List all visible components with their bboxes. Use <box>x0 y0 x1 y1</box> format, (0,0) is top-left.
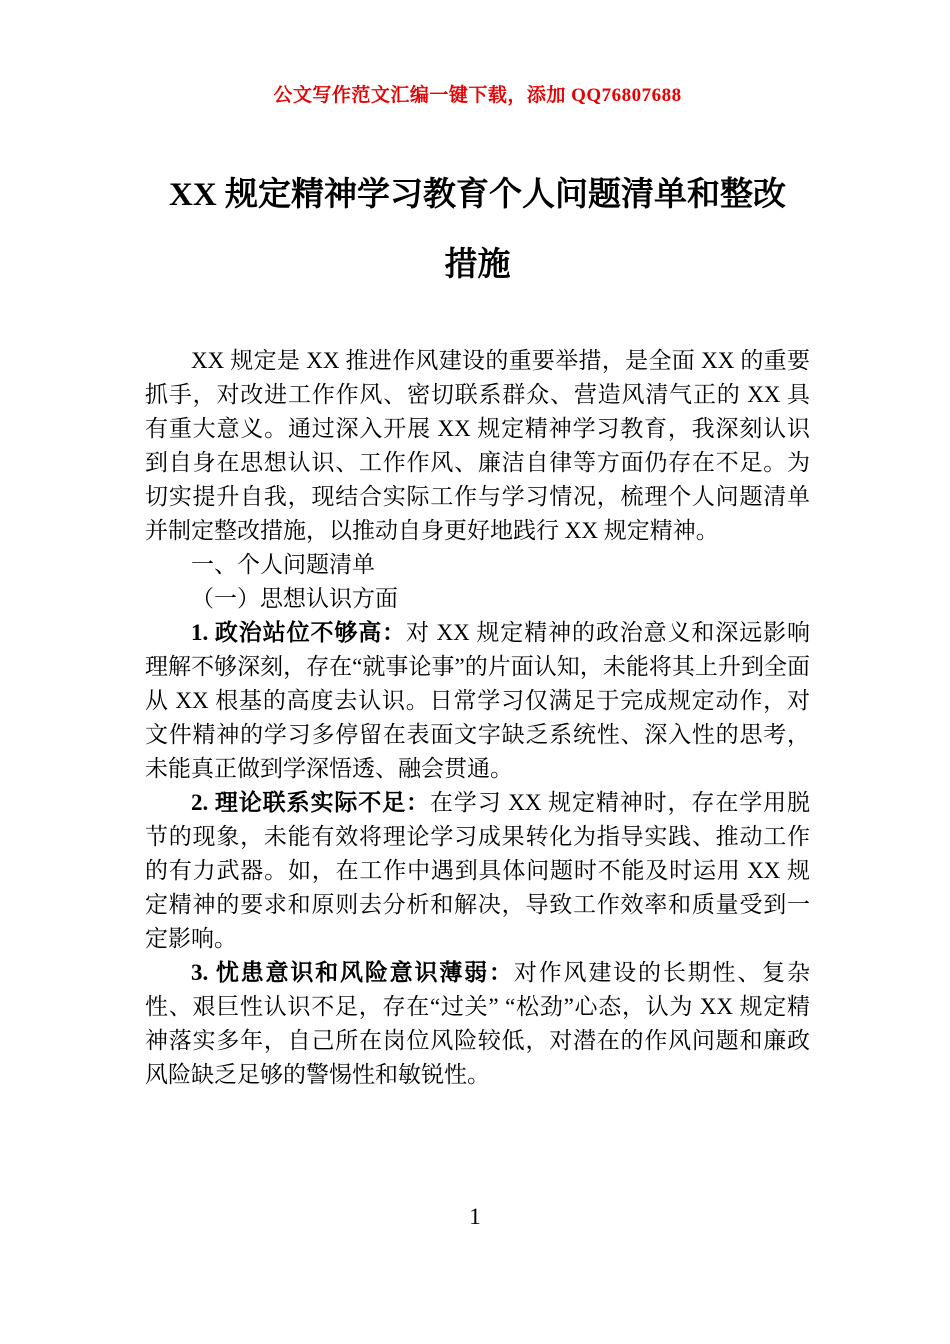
sub-heading: （一）思想认识方面 <box>191 586 398 611</box>
list-item-1 <box>145 616 810 786</box>
document-title <box>145 160 810 300</box>
list-item-2-lead: 2. 理论联系实际不足： <box>191 790 430 815</box>
title-line-2: 措施 <box>444 247 511 283</box>
list-item-3-lead: 3. 忧患意识和风险意识薄弱： <box>191 960 514 985</box>
list-item-2-text: 在学习 XX 规定精神时，存在学用脱节的现象，未能有效将理论学习成果转化为指导实践、推动工作的有力武器。如，在工作中遇到具体问题时不能及时运用 XX 规定精神的要求和原则去分析和解决，导致工作效率和质量受到一定影响。 <box>145 790 810 951</box>
list-item-2 <box>145 786 810 956</box>
list-item-1-lead: 1. 政治站位不够高： <box>191 620 407 645</box>
document-body <box>145 344 810 1092</box>
list-item-3 <box>145 956 810 1092</box>
list-item-1-text: 对 XX 规定精神的政治意义和深远影响理解不够深刻，存在“就事论事”的片面认知，未能将其上升到全面从 XX 根基的高度去认识。日常学习仅满足于完成规定动作，对文件精神的学习多停留在表面文字缺乏系统性、深入性的思考，未能真正做到学深悟透、融会贯通。 <box>145 620 810 781</box>
intro-paragraph: XX 规定是 XX 推进作风建设的重要举措，是全面 XX 的重要抓手，对改进工作作风、密切联系群众、营造风清气正的 XX 具有重大意义。通过深入开展 XX 规定精神学习教育，我深刻认识到自身在思想认识、工作作风、廉洁自律等方面仍存在不足。为切实提升自我，现结合实际工作与学习情况，梳理个人问题清单并制定整改措施，以推动自身更好地践行 XX 规定精神。 <box>145 348 810 543</box>
title-line-1: XX 规定精神学习教育个人问题清单和整改 <box>169 177 786 213</box>
page-number: 1 <box>469 1204 481 1229</box>
section-heading: 一、个人问题清单 <box>191 552 375 577</box>
list-item-3-text: 对作风建设的长期性、复杂性、艰巨性认识不足，存在“过关” “松劲”心态，认为 XX 规定精神落实多年，自己所在岗位风险较低，对潜在的作风问题和廉政风险缺乏足够的警惕性和敏锐性。 <box>145 960 811 1087</box>
header-notice: 公文写作范文汇编一键下载，添加 QQ76807688 <box>273 85 682 106</box>
